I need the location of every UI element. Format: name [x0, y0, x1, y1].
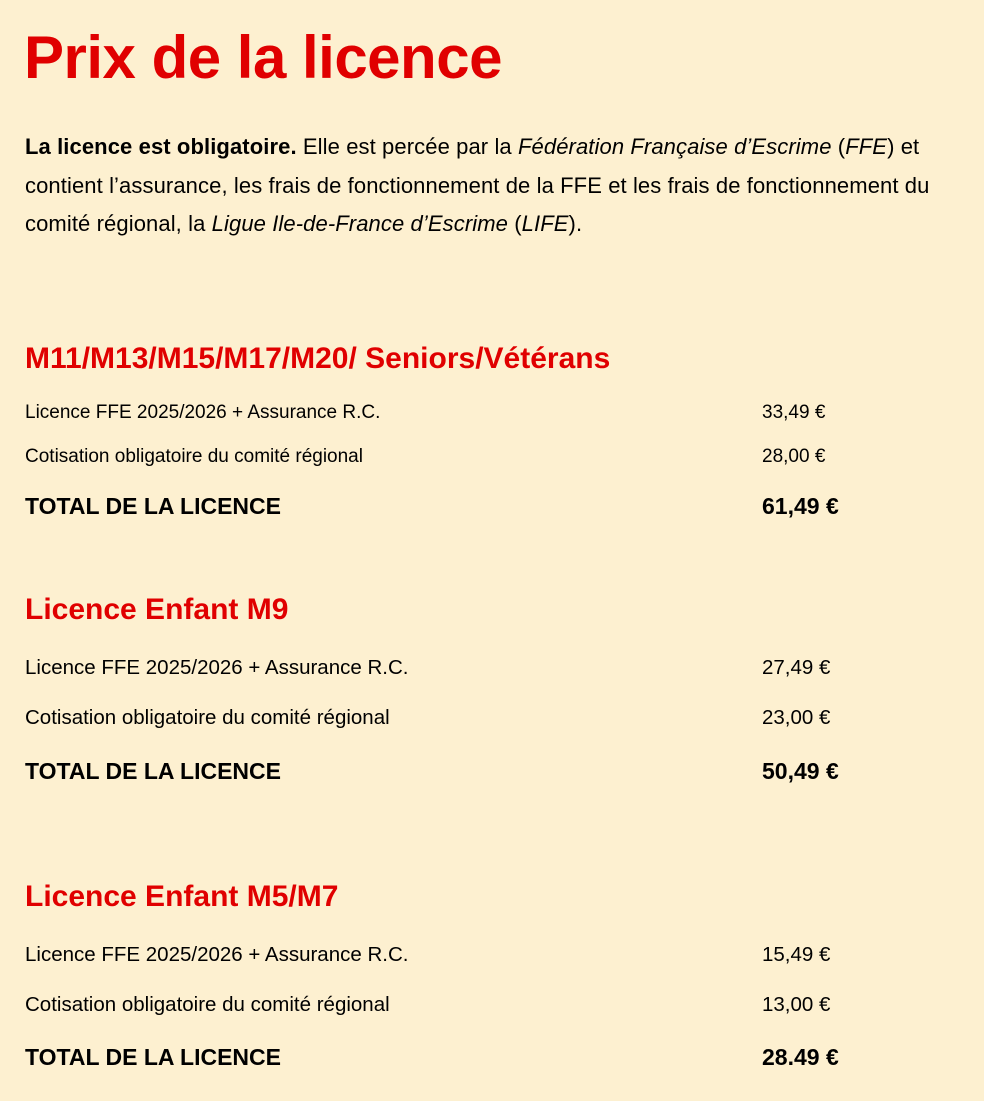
total-label: TOTAL DE LA LICENCE	[25, 1044, 281, 1070]
price-row-label: Cotisation obligatoire du comité régional	[25, 993, 390, 1016]
price-row-amount: 15,49 €	[762, 943, 831, 966]
price-row-label: Licence FFE 2025/2026 + Assurance R.C.	[25, 943, 409, 966]
intro-bold-lead: La licence est obligatoire.	[25, 134, 297, 159]
price-row-amount: 27,49 €	[762, 656, 831, 679]
price-row-label: Cotisation obligatoire du comité régional	[25, 446, 363, 467]
intro-text-1: Elle est percée par la	[296, 134, 518, 159]
intro-text-4: (	[508, 211, 522, 236]
price-row-amount: 13,00 €	[762, 993, 831, 1016]
price-row-cotisation	[25, 990, 925, 1020]
intro-paragraph	[25, 128, 975, 244]
price-row-cotisation	[25, 703, 925, 733]
total-amount: 50,49 €	[762, 758, 839, 784]
price-row-cotisation	[25, 442, 925, 472]
price-row-licence	[25, 398, 925, 428]
intro-text-5: ).	[568, 211, 583, 236]
total-amount: 61,49 €	[762, 493, 839, 519]
price-row-amount: 23,00 €	[762, 706, 831, 729]
total-label: TOTAL DE LA LICENCE	[25, 758, 281, 784]
intro-text-2: (	[831, 134, 846, 159]
section-title-seniors: M11/M13/M15/M17/M20/ Seniors/Vétérans	[25, 342, 611, 375]
intro-life-acronym: LIFE	[521, 211, 569, 236]
intro-ffe-acronym: FFE	[845, 134, 888, 159]
page-title: Prix de la licence	[24, 24, 502, 91]
price-row-amount: 28,00 €	[762, 446, 826, 467]
intro-federation-name: Fédération Française d’Escrime	[517, 134, 832, 159]
intro-text-3: ) et contient l’assurance, les frais de fonctionnement de la FFE et les frais de fonctionnement du comité régional, la	[25, 134, 930, 236]
price-row-total	[25, 1042, 925, 1072]
total-label: TOTAL DE LA LICENCE	[25, 493, 281, 519]
section-title-m5-m7: Licence Enfant M5/M7	[25, 880, 339, 913]
total-amount: 28.49 €	[762, 1044, 839, 1070]
price-row-licence	[25, 940, 925, 970]
intro-ligue-name: Ligue Ile-de-France d’Escrime	[211, 211, 509, 236]
price-row-total	[25, 491, 925, 521]
section-title-m9: Licence Enfant M9	[25, 593, 289, 626]
price-row-label: Licence FFE 2025/2026 + Assurance R.C.	[25, 402, 381, 423]
price-row-label: Licence FFE 2025/2026 + Assurance R.C.	[25, 656, 409, 679]
price-row-label: Cotisation obligatoire du comité régional	[25, 706, 390, 729]
price-row-total	[25, 756, 925, 786]
price-row-licence	[25, 653, 925, 683]
price-row-amount: 33,49 €	[762, 402, 826, 423]
